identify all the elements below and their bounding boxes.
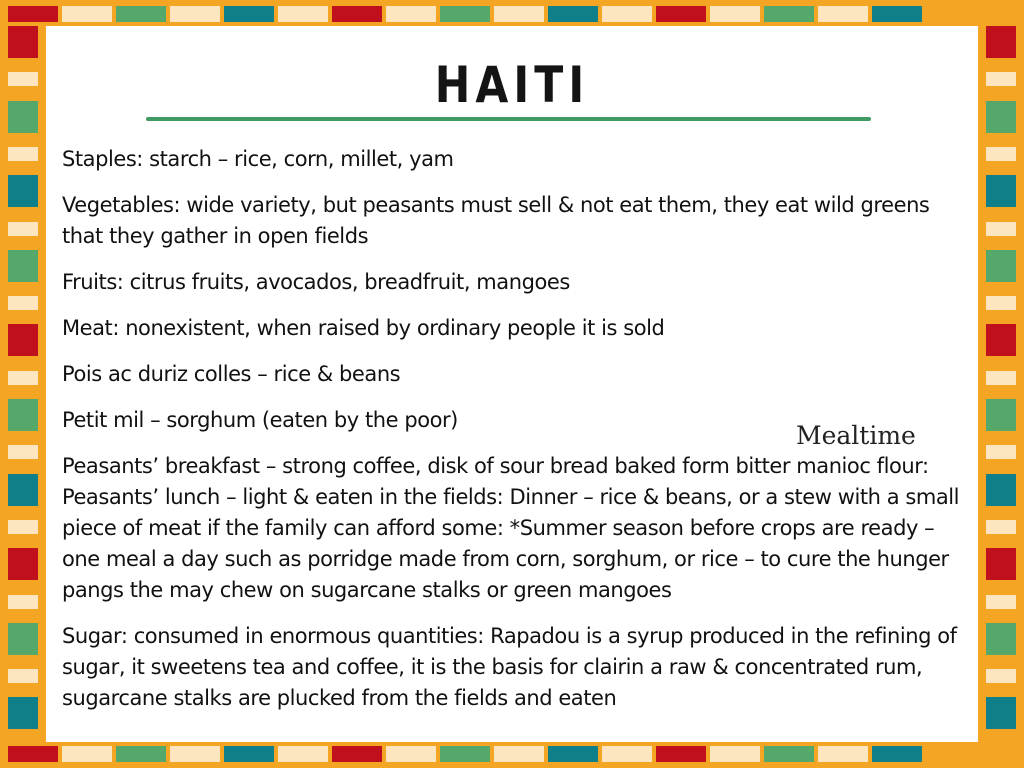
border-tile-left bbox=[8, 399, 38, 431]
paragraph-sugar: Sugar: consumed in enormous quantities: Rapadou is a syrup produced in the refining of sugar, it sweetens tea and coffee, it is the basis for clairin a raw & concentrated rum, sugarcane stalks are plucked from the fields and eaten bbox=[62, 624, 957, 710]
border-tile-top bbox=[386, 6, 436, 22]
paragraph-vegetables: Vegetables: wide variety, but peasants must sell & not eat them, they eat wild greens that they gather in open fields bbox=[62, 193, 930, 248]
border-tile-left bbox=[8, 147, 38, 161]
border-tile-right bbox=[986, 296, 1016, 310]
border-tile-left bbox=[8, 101, 38, 133]
border-tile-bottom bbox=[764, 746, 814, 762]
border-tile-top bbox=[116, 6, 166, 22]
border-tile-left bbox=[8, 520, 38, 534]
border-tile-bottom bbox=[278, 746, 328, 762]
border-tile-right bbox=[986, 445, 1016, 459]
border-tile-right bbox=[986, 371, 1016, 385]
border-tile-top bbox=[8, 6, 58, 22]
border-tile-bottom bbox=[710, 746, 760, 762]
border-tile-left bbox=[8, 595, 38, 609]
border-tile-bottom bbox=[224, 746, 274, 762]
paragraph-pois: Pois ac duriz colles – rice & beans bbox=[62, 362, 401, 386]
border-tile-right bbox=[986, 474, 1016, 506]
border-tile-left bbox=[8, 548, 38, 580]
border-tile-top bbox=[494, 6, 544, 22]
border-tile-left bbox=[8, 222, 38, 236]
border-tile-top bbox=[818, 6, 868, 22]
border-tile-top bbox=[710, 6, 760, 22]
border-tile-right bbox=[986, 147, 1016, 161]
paragraph-petit-mil: Petit mil – sorghum (eaten by the poor) bbox=[62, 408, 458, 432]
slide-panel bbox=[46, 26, 978, 742]
border-tile-top bbox=[656, 6, 706, 22]
border-tile-top bbox=[872, 6, 922, 22]
border-tile-top bbox=[440, 6, 490, 22]
border-tile-right bbox=[986, 623, 1016, 655]
border-tile-bottom bbox=[62, 746, 112, 762]
border-tile-bottom bbox=[386, 746, 436, 762]
border-tile-top bbox=[278, 6, 328, 22]
border-tile-top bbox=[62, 6, 112, 22]
border-tile-bottom bbox=[8, 746, 58, 762]
border-tile-left bbox=[8, 26, 38, 58]
border-tile-bottom bbox=[332, 746, 382, 762]
border-tile-left bbox=[8, 324, 38, 356]
border-tile-right bbox=[986, 399, 1016, 431]
border-tile-bottom bbox=[116, 746, 166, 762]
border-tile-right bbox=[986, 250, 1016, 282]
title-underline bbox=[146, 117, 871, 121]
border-tile-right bbox=[986, 595, 1016, 609]
paragraph-staples: Staples: starch – rice, corn, millet, yam bbox=[62, 147, 454, 171]
border-tile-bottom bbox=[440, 746, 490, 762]
border-tile-right bbox=[986, 101, 1016, 133]
border-tile-bottom bbox=[602, 746, 652, 762]
border-tile-top bbox=[224, 6, 274, 22]
border-tile-right bbox=[986, 697, 1016, 729]
border-tile-left bbox=[8, 623, 38, 655]
border-tile-bottom bbox=[494, 746, 544, 762]
border-tile-left bbox=[8, 371, 38, 385]
border-tile-top bbox=[764, 6, 814, 22]
border-tile-bottom bbox=[818, 746, 868, 762]
border-tile-right bbox=[986, 520, 1016, 534]
border-tile-left bbox=[8, 669, 38, 683]
border-tile-top bbox=[170, 6, 220, 22]
border-tile-bottom bbox=[656, 746, 706, 762]
border-tile-right bbox=[986, 324, 1016, 356]
border-tile-left bbox=[8, 445, 38, 459]
paragraph-meals: Peasants’ breakfast – strong coffee, disk of sour bread baked form bitter manioc flour: Peasants’ lunch – light & eaten in the fields: Dinner – rice & beans, or a stew with a small piece of meat if the family can afford some: *Summer season before crops are ready – one meal a day such as porridge made from corn, sorghum, or rice – to cure the hunger pangs the may chew on sugarcane stalks or green mangoes bbox=[62, 454, 960, 602]
border-tile-left bbox=[8, 175, 38, 207]
border-tile-right bbox=[986, 26, 1016, 58]
border-tile-left bbox=[8, 250, 38, 282]
border-tile-left bbox=[8, 296, 38, 310]
slide-title: HAITI bbox=[434, 56, 590, 114]
paragraph-fruits: Fruits: citrus fruits, avocados, breadfruit, mangoes bbox=[62, 270, 570, 294]
border-tile-bottom bbox=[872, 746, 922, 762]
border-tile-right bbox=[986, 222, 1016, 236]
border-tile-left bbox=[8, 474, 38, 506]
border-tile-left bbox=[8, 697, 38, 729]
border-tile-right bbox=[986, 669, 1016, 683]
border-tile-top bbox=[548, 6, 598, 22]
border-tile-bottom bbox=[548, 746, 598, 762]
border-tile-right bbox=[986, 548, 1016, 580]
border-tile-left bbox=[8, 72, 38, 86]
border-tile-top bbox=[332, 6, 382, 22]
paragraph-meat: Meat: nonexistent, when raised by ordinary people it is sold bbox=[62, 316, 665, 340]
mealtime-caption: Mealtime bbox=[796, 421, 916, 450]
border-tile-top bbox=[602, 6, 652, 22]
border-tile-right bbox=[986, 72, 1016, 86]
border-tile-bottom bbox=[170, 746, 220, 762]
border-tile-right bbox=[986, 175, 1016, 207]
